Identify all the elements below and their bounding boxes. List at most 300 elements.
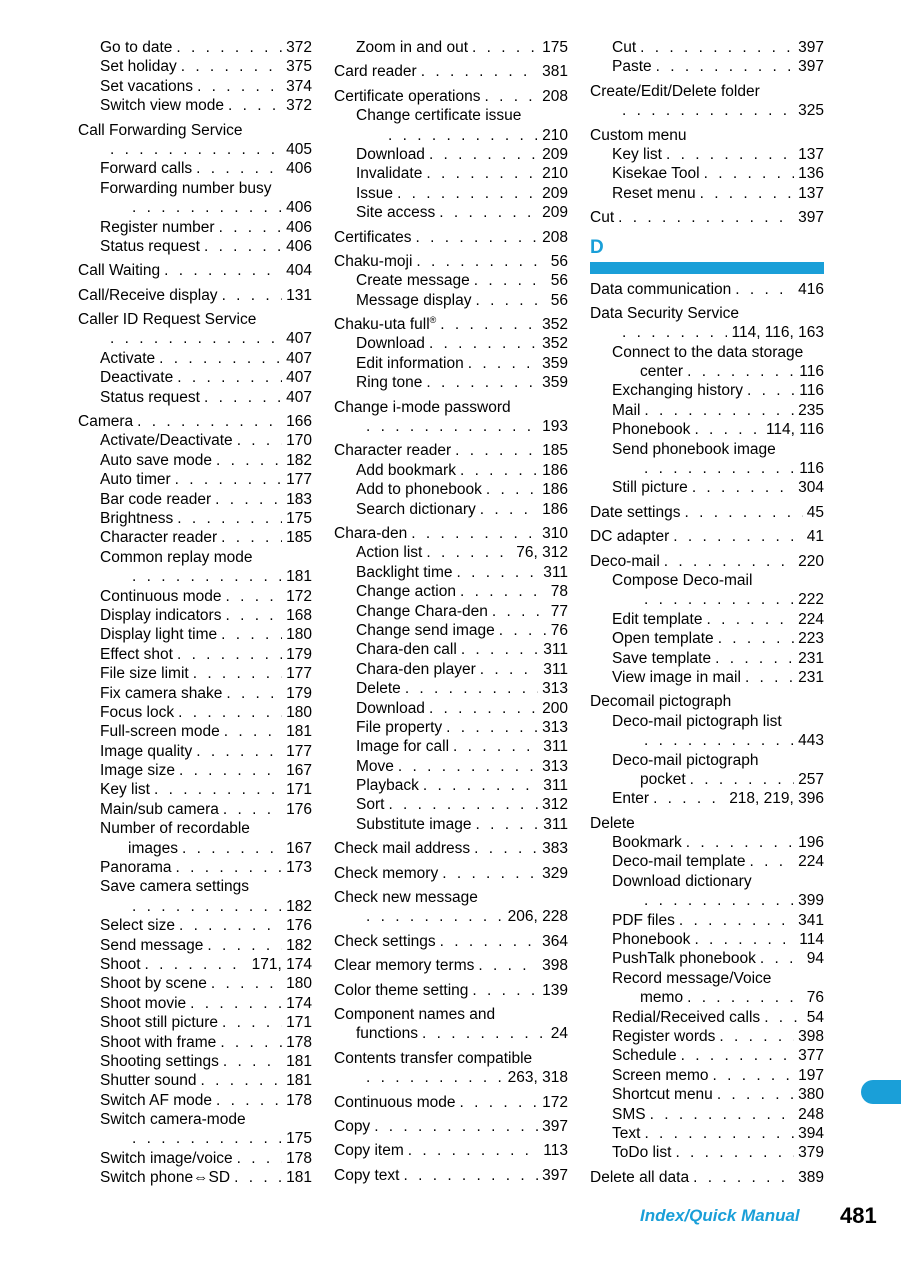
index-entry-label: [100, 470, 171, 489]
index-entry-page: 182: [286, 936, 312, 954]
index-entry-text: Chaku-moji: [334, 252, 413, 270]
index-entry-page: 220: [798, 552, 824, 570]
page-number: 481: [840, 1203, 877, 1228]
index-entry-text: Delete: [590, 814, 635, 832]
index-entry-text: Display light time: [100, 626, 218, 644]
index-entry-page: 359: [542, 374, 568, 392]
index-entry-label: [356, 271, 470, 290]
index-entry-label: [100, 1013, 218, 1032]
index-entry-label: [100, 237, 200, 256]
index-entry-text: Switch image/voice: [100, 1149, 233, 1167]
index-entry-label: [100, 1071, 197, 1090]
index-entry-label: [100, 451, 212, 470]
index-entry-page: 311: [543, 641, 568, 659]
index-entry: [334, 621, 568, 640]
index-entry: [334, 398, 568, 417]
dot-leader: [440, 932, 538, 951]
index-entry-text: Data communication: [590, 280, 732, 298]
index-entry-text: DC adapter: [590, 528, 670, 546]
index-entry-page: 186: [542, 481, 568, 499]
index-entry-text: Download: [356, 145, 425, 163]
index-entry-text: Effect shot: [100, 645, 173, 663]
index-entry: [78, 703, 312, 722]
index-entry-text: Chara-den call: [356, 641, 457, 659]
index-entry-text: Invalidate: [356, 165, 423, 183]
index-entry-page: 397: [798, 58, 824, 76]
index-entry-page: 167: [286, 839, 312, 857]
index-entry-page: 304: [798, 479, 824, 497]
index-entry-text: Component names and: [334, 1005, 496, 1023]
index-entry: [590, 814, 824, 833]
index-entry-label: [590, 552, 660, 571]
index-entry-text: Zoom in and out: [356, 39, 469, 56]
dot-leader: [440, 315, 538, 334]
index-entry-text: Continuous mode: [100, 587, 222, 605]
dot-leader: [644, 1124, 794, 1143]
index-entry-label: [100, 368, 173, 387]
dot-leader: [456, 563, 539, 582]
index-entry-page: 178: [286, 1033, 312, 1051]
index-entry-text: Schedule: [612, 1047, 677, 1065]
dot-leader: [429, 145, 538, 164]
dot-leader: [686, 833, 794, 852]
index-entry-text: Deco-mail pictograph list: [612, 712, 782, 730]
index-entry-text: Screen memo: [612, 1066, 709, 1084]
dot-leader: [644, 590, 794, 609]
index-entry-text: Change i-mode password: [334, 398, 511, 416]
index-entry-page: 180: [286, 626, 312, 644]
index-entry-text: Save camera settings: [100, 878, 250, 896]
index-entry: [590, 184, 824, 203]
index-entry-label: [356, 757, 394, 776]
index-entry-label: [612, 712, 782, 731]
index-letter-bar: [590, 262, 824, 274]
index-entry-text: Deco-mail template: [612, 853, 746, 871]
dot-leader: [622, 101, 794, 120]
index-entry-label: [356, 145, 425, 164]
dot-leader: [226, 684, 282, 703]
dot-leader: [177, 509, 282, 528]
dot-leader: [474, 839, 538, 858]
index-entry-page: 182: [286, 451, 312, 469]
index-entry-page: 200: [542, 699, 568, 717]
index-entry: [78, 645, 312, 664]
index-entry-label: [100, 509, 173, 528]
dot-leader: [426, 164, 538, 183]
index-entry-label: [612, 440, 776, 459]
dot-leader: [137, 412, 282, 431]
index-entry-page: 248: [798, 1105, 824, 1123]
dot-leader: [421, 62, 538, 81]
dot-leader: [468, 354, 538, 373]
index-entry-text: Bookmark: [612, 834, 682, 852]
index-entry-text: Number of recordable: [100, 820, 250, 838]
index-entry-label: [100, 780, 150, 799]
index-entry-text: Change action: [356, 583, 456, 601]
index-entry-label: [590, 692, 731, 711]
index-entry-label: [356, 543, 422, 562]
dot-leader: [644, 731, 794, 750]
index-entry: [590, 852, 824, 871]
index-entry: [590, 126, 824, 145]
index-entry: [334, 679, 568, 698]
index-entry-page: 341: [798, 911, 824, 929]
index-entry-text: Issue: [356, 184, 394, 202]
index-entry-text: Sort: [356, 796, 385, 814]
index-entry: [590, 629, 824, 648]
index-entry-page: 24: [550, 1025, 568, 1043]
index-entry-text: Character reader: [100, 529, 218, 547]
index-entry: [78, 121, 312, 140]
index-entry: [78, 1091, 312, 1110]
index-entry-text: Copy: [334, 1117, 371, 1135]
dot-leader: [398, 757, 538, 776]
index-entry-page: 114, 116, 163: [731, 324, 824, 342]
index-entry: [334, 864, 568, 883]
index-entry-label: [356, 106, 521, 125]
index-entry-page: 379: [798, 1144, 824, 1162]
dot-leader: [644, 891, 794, 910]
index-entry-text: Text: [612, 1124, 641, 1142]
index-entry-label: [356, 640, 457, 659]
index-entry-page: 136: [798, 165, 824, 183]
index-entry: [334, 718, 568, 737]
dot-leader: [679, 911, 794, 930]
index-entry-page: 359: [542, 354, 568, 372]
index-entry-label: [334, 398, 511, 417]
index-entry-page: 186: [542, 461, 568, 479]
dot-leader: [219, 218, 283, 237]
dot-leader: [460, 1093, 539, 1112]
index-entry-label: [100, 159, 192, 178]
index-entry-page: 174: [286, 994, 312, 1012]
index-entry: [590, 649, 824, 668]
index-entry-label: [100, 57, 177, 76]
dot-leader: [687, 362, 795, 381]
index-entry-text: Exchanging history: [612, 382, 743, 400]
index-entry-text: Focus lock: [100, 703, 175, 721]
index-entry-page: 41: [806, 528, 824, 546]
index-entry-page: 399: [798, 892, 824, 910]
index-entry: [590, 712, 824, 731]
dot-leader: [492, 602, 547, 621]
index-entry: [78, 1013, 312, 1032]
dot-leader: [484, 87, 538, 106]
index-entry-text: Reset menu: [612, 184, 696, 202]
dot-leader: [197, 77, 282, 96]
index-entry-label: [590, 304, 739, 323]
dot-leader: [480, 500, 538, 519]
index-entry-label: [356, 354, 464, 373]
index-entry-page: 179: [286, 684, 312, 702]
index-entry-label: [590, 82, 760, 101]
index-entry-text: Substitute image: [356, 815, 472, 833]
index-entry-label: [356, 480, 482, 499]
dot-leader: [234, 1168, 282, 1187]
dot-leader: [215, 490, 282, 509]
index-column-2: [334, 38, 568, 1185]
index-entry: [590, 401, 824, 420]
dot-leader: [222, 286, 283, 305]
index-entry: [334, 1093, 568, 1112]
index-entry-label: [100, 1091, 212, 1110]
index-entry-page: 310: [542, 524, 568, 542]
index-entry: [590, 552, 824, 571]
index-entry-page: 175: [542, 39, 568, 56]
index-entry: [590, 503, 824, 522]
index-entry: [590, 381, 824, 400]
index-entry-label: [100, 703, 174, 722]
index-entry-text: Card reader: [334, 63, 417, 81]
index-entry: [334, 1117, 568, 1136]
dot-leader: [204, 237, 282, 256]
dot-leader: [475, 291, 546, 310]
index-entry-label: [100, 587, 222, 606]
index-entry-page: 397: [798, 209, 824, 227]
dot-leader: [159, 349, 282, 368]
index-entry-label: [128, 839, 178, 858]
index-entry: [590, 38, 824, 57]
dot-leader: [675, 1143, 794, 1162]
index-entry-page: 139: [542, 981, 568, 999]
index-entry-page: 231: [798, 668, 824, 686]
dot-leader: [423, 776, 539, 795]
index-entry: [334, 480, 568, 499]
dot-leader: [475, 815, 539, 834]
index-entry: [334, 582, 568, 601]
index-entry-label: [100, 528, 217, 547]
dot-leader: [764, 1008, 803, 1027]
index-entry: [590, 1085, 824, 1104]
index-entry-page: 180: [286, 975, 312, 993]
index-entry-page: 383: [542, 840, 568, 858]
dot-leader: [397, 184, 538, 203]
index-entry-page: 223: [798, 630, 824, 648]
index-entry-page: 45: [806, 503, 824, 521]
index-entry: [590, 164, 824, 183]
index-entry-text: Edit template: [612, 610, 703, 628]
index-entry-page: 405: [286, 140, 312, 158]
dot-leader: [681, 1046, 794, 1065]
index-entry: [590, 692, 824, 711]
index-entry-text: Download dictionary: [612, 872, 752, 890]
index-entry-label: [612, 789, 649, 808]
index-entry-label: [356, 776, 419, 795]
index-entry-page: 176: [286, 800, 312, 818]
index-entry-text: Check memory: [334, 864, 439, 882]
index-entry-page: 168: [286, 606, 312, 624]
index-entry-label: [100, 38, 172, 57]
index-entry-text: Forward calls: [100, 160, 193, 178]
index-entry-label: [590, 814, 635, 833]
index-entry-label: [612, 833, 682, 852]
index-entry: [78, 839, 312, 858]
index-entry-page: 172: [542, 1093, 568, 1111]
index-entry-text: Add bookmark: [356, 461, 456, 479]
index-entry-label: [334, 932, 436, 951]
index-entry: [78, 218, 312, 237]
dot-leader: [650, 1105, 795, 1124]
index-entry-text: Shoot with frame: [100, 1033, 217, 1051]
index-entry-text: Call Forwarding Service: [78, 121, 243, 139]
index-entry: [334, 87, 568, 106]
index-entry-label: [100, 684, 222, 703]
index-entry-page: 181: [286, 1072, 312, 1090]
index-entry: [590, 440, 824, 459]
index-entry-page: 374: [286, 77, 312, 95]
index-entry-label: [612, 1124, 640, 1143]
index-entry-text: Caller ID Request Service: [78, 311, 257, 329]
index-entry-label: [356, 500, 476, 519]
index-entry-text: Copy text: [334, 1166, 400, 1184]
dot-leader: [178, 703, 282, 722]
index-entry-text: Clear memory terms: [334, 957, 475, 975]
index-entry-label: [334, 981, 468, 1000]
index-entry-label: [100, 645, 173, 664]
index-entry-label: [100, 1168, 230, 1187]
index-entry-label: [78, 412, 133, 431]
dot-leader: [110, 140, 282, 159]
index-letter-heading: D: [590, 236, 604, 258]
index-entry-text: Send message: [100, 936, 204, 954]
index-entry-text: Deactivate: [100, 369, 174, 387]
index-entry: [334, 126, 568, 145]
index-entry-label: [590, 280, 731, 299]
index-entry-label: [356, 334, 425, 353]
index-entry-text: Create message: [356, 272, 470, 290]
index-entry: [78, 57, 312, 76]
dot-leader: [366, 417, 538, 436]
index-entry-text: Chara-den player: [356, 660, 476, 678]
index-entry-page: 116: [799, 382, 824, 400]
index-entry-text: Shutter sound: [100, 1072, 197, 1090]
dot-leader: [426, 373, 538, 392]
index-entry-text: Edit information: [356, 354, 464, 372]
index-entry-page: 208: [542, 87, 568, 105]
index-entry-text: Check settings: [334, 932, 436, 950]
index-entry-text: Ring tone: [356, 374, 423, 392]
index-entry-page: 76: [550, 621, 568, 639]
index-entry-page: 389: [798, 1168, 824, 1186]
index-entry: [78, 1071, 312, 1090]
index-entry-page: 210: [542, 165, 568, 183]
dot-leader: [176, 858, 283, 877]
index-entry-text: Brightness: [100, 509, 174, 527]
index-entry-page: 113: [543, 1142, 568, 1160]
index-entry-page: 311: [543, 777, 568, 795]
index-entry: [590, 82, 824, 101]
index-entry: [78, 567, 312, 586]
index-entry-page: 257: [798, 770, 824, 788]
index-entry-label: [356, 291, 471, 310]
index-entry: [334, 602, 568, 621]
index-entry-page: 398: [542, 957, 568, 975]
index-entry: [334, 737, 568, 756]
index-entry: [590, 1008, 824, 1027]
index-entry: [590, 988, 824, 1007]
index-entry-label: [100, 388, 200, 407]
dot-leader: [760, 949, 803, 968]
index-entry: [78, 761, 312, 780]
index-entry-label: [356, 621, 495, 640]
index-entry-label: [100, 625, 217, 644]
dot-leader: [411, 524, 538, 543]
index-entry-page: 76, 312: [516, 544, 568, 562]
dot-leader: [718, 629, 794, 648]
index-entry: [334, 1024, 568, 1043]
index-entry: [78, 310, 312, 329]
index-entry-text: Mail: [612, 401, 641, 419]
index-entry: [78, 528, 312, 547]
index-entry-page: 231: [798, 649, 824, 667]
index-entry: [334, 776, 568, 795]
index-entry-label: [612, 571, 752, 590]
index-entry-text: Camera: [78, 413, 134, 431]
index-entry-label: [334, 1005, 495, 1024]
index-entry-text: Chaku-uta full: [334, 316, 430, 334]
index-entry-text: Decomail pictograph: [590, 693, 732, 711]
index-entry-page: 377: [798, 1047, 824, 1065]
index-entry: [78, 38, 312, 57]
index-entry-label: [356, 184, 393, 203]
index-entry: [334, 1068, 568, 1087]
index-entry: [334, 441, 568, 460]
dot-leader: [692, 478, 794, 497]
index-entry-page: 197: [798, 1066, 824, 1084]
index-entry: [334, 62, 568, 81]
index-entry-page: 185: [542, 442, 568, 460]
index-entry-page: 311: [543, 563, 568, 581]
index-entry-label: [612, 38, 636, 57]
index-entry-page: 181: [286, 568, 312, 586]
index-entry: [334, 1049, 568, 1068]
index-entry-page: 114: [799, 931, 824, 949]
index-entry: [590, 1046, 824, 1065]
dot-leader: [640, 38, 794, 57]
index-entry-label: [612, 1066, 708, 1085]
index-entry-page: 263, 318: [507, 1069, 568, 1087]
dot-leader: [177, 645, 282, 664]
index-entry: [78, 625, 312, 644]
index-entry-text: Key list: [100, 781, 150, 799]
index-entry-label: [612, 381, 743, 400]
dot-leader: [176, 38, 282, 57]
index-entry: [78, 858, 312, 877]
dot-leader: [388, 126, 538, 145]
index-entry: [78, 261, 312, 280]
index-entry: [590, 478, 824, 497]
dot-leader: [690, 770, 794, 789]
index-entry-page: 364: [542, 932, 568, 950]
dot-leader: [715, 649, 794, 668]
dot-leader: [374, 1117, 538, 1136]
index-entry-text: Shoot movie: [100, 994, 187, 1012]
index-entry: [78, 286, 312, 305]
index-entry-label: [612, 184, 696, 203]
index-entry-label: [612, 629, 714, 648]
dot-leader: [472, 981, 538, 1000]
index-entry-label: [612, 949, 756, 968]
index-entry-text: Auto save mode: [100, 451, 213, 469]
index-entry-label: [640, 770, 686, 789]
index-entry-label: [356, 737, 449, 756]
index-entry: [590, 57, 824, 76]
index-entry: [334, 795, 568, 814]
index-entry-page: 172: [286, 587, 312, 605]
dot-leader: [687, 988, 803, 1007]
index-entry-page: 311: [543, 815, 568, 833]
index-entry: [334, 417, 568, 436]
